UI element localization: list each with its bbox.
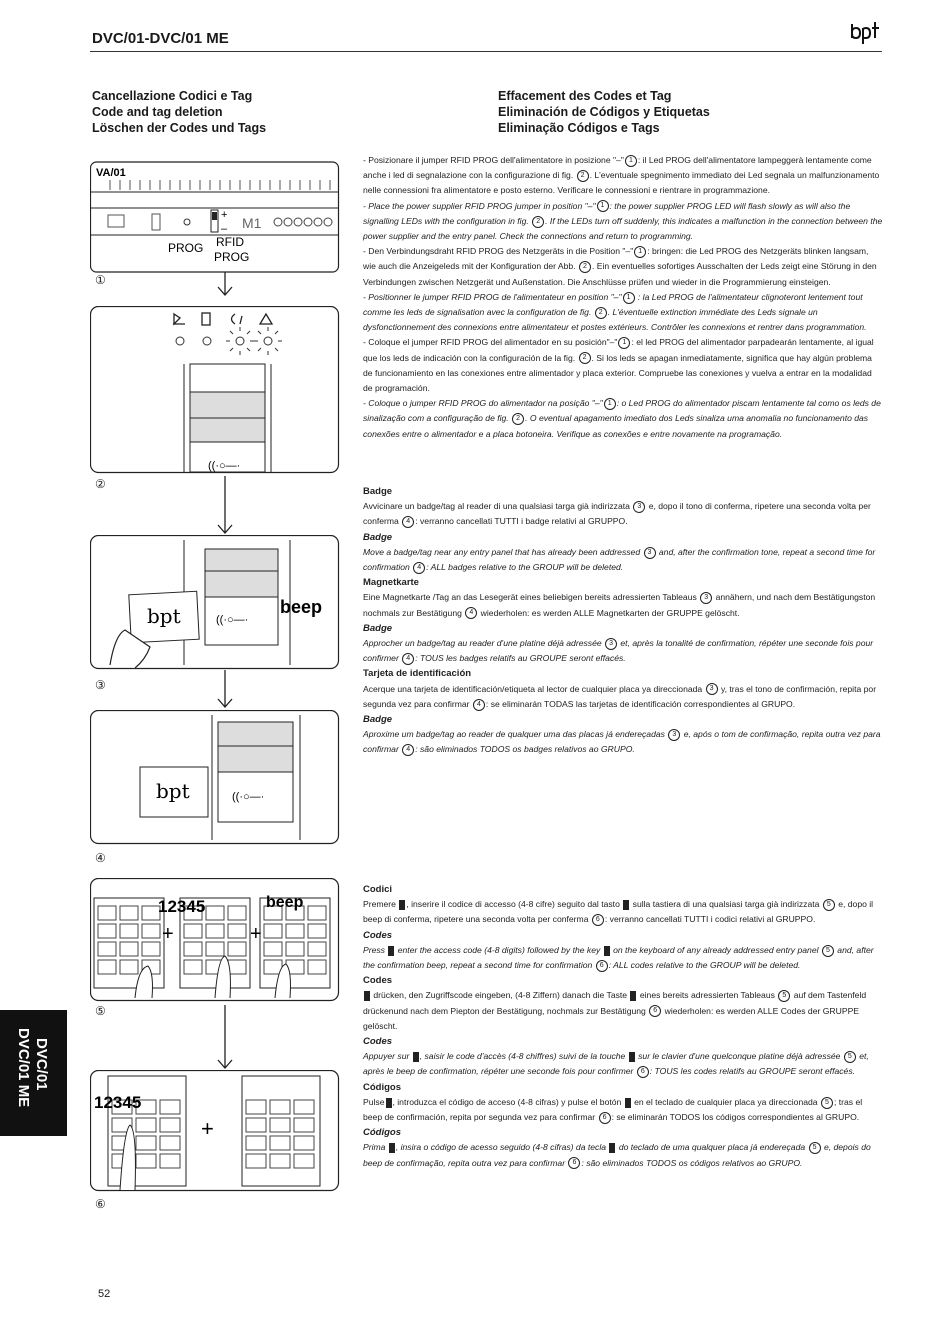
badge-heading-en: Badge <box>363 531 393 543</box>
figure-3 <box>90 535 340 670</box>
badge-fr: Approcher un badge/tag au reader d'une platine déjà adressée 3 et, après la tonalité de confirmation, répéter une seconde fois pour confirmer 4 : TOUS les badges relatifs au GROUPE seront effacés. <box>363 638 874 664</box>
terminal-label: M1 <box>242 215 262 231</box>
figure-2-number: ② <box>95 477 106 491</box>
arrow-down-icon <box>215 272 235 298</box>
access-code-label: 12345 <box>94 1093 142 1112</box>
figure-4 <box>90 710 340 845</box>
titles-left <box>92 88 266 136</box>
plus-sign: + <box>201 1116 214 1141</box>
badge-it: Avvicinare un badge/tag al reader di una qualsiasi targa già indirizzata 3 e, dopo il tono di conferma, ripetere una seconda volta per conferma 4 : verranno cancellati TUTTI i badge relativi al GRUPPO. <box>363 501 871 527</box>
arrow-down-icon <box>215 476 235 536</box>
key-icon <box>623 900 629 910</box>
figure-2 <box>90 306 340 474</box>
key-icon <box>386 1098 392 1108</box>
codes-heading-pt: Códigos <box>363 1127 401 1139</box>
beep-label: beep <box>266 894 304 911</box>
prog-es: - Coloque el jumper RFID PROG del alimentador en su posición"–" 1 : el led PROG del alimentador parpadearán lentamente, al igual que los leds de indicación con la configuración de la fig. 2 . Si los leds se apagan inmediatamente, significa que hay algún problema de funcionamiento en las conexiones entre alimentador y placa exterior. Compruebe las conexiones y vuelva a entrar en la modalidad de programación. <box>363 337 874 394</box>
key-icon <box>629 1052 635 1062</box>
badge-heading-pt: Badge <box>363 714 393 726</box>
badge-en: Move a badge/tag near any entry panel that has already been addressed 3 and, after the confirmation tone, repeat a second time for confirmation 4 : ALL badges relative to the GROUP will be deleted. <box>363 546 876 573</box>
key-icon <box>604 946 610 956</box>
badge-heading-fr: Badge <box>363 622 393 634</box>
badge-heading-it: Badge <box>363 486 393 497</box>
codes-heading-it: Codici <box>363 884 393 895</box>
svg-text:((·○—·: ((·○—· <box>232 791 265 803</box>
codes-heading-fr: Codes <box>363 1036 393 1048</box>
arrow-down-icon <box>215 1005 235 1071</box>
figure-6-number: ⑥ <box>95 1197 106 1211</box>
badge-pt: Aproxime um badge/tag ao reader de qualquer uma das placas já endereçadas 3 e, após o tom de confirmação, repita outra vez para confirmar 4 : são eliminados TODOS os badges relativos ao GRUPO. <box>363 729 881 755</box>
page-number: 52 <box>98 1288 111 1300</box>
prog-label: PROG <box>168 241 204 255</box>
arrow-down-icon <box>215 670 235 710</box>
badge-heading-de: Magnetkarte <box>363 577 419 589</box>
badge-es: Acerque una tarjeta de identificación/etiqueta al lector de cualquier placa ya direccionada 3 y, tras el tono de confirmación, repita por segunda vez para confirmar 4 : se eliminarán TODAS las tarjetas de identificación correspondientes al GRUPO. <box>363 683 877 709</box>
codes-text <box>363 882 883 1171</box>
key-icon <box>364 991 370 1001</box>
access-code-label: 12345 <box>158 897 206 916</box>
key-icon <box>625 1098 631 1108</box>
badge-de: Eine Magnetkarte /Tag an das Lesegerät eines beliebigen bereits adressierten Tableaus 3 annähern, und nach dem Bestätigungston nochmals zur Bestätigung 4 wiederholen: es werden ALLE Magnetkarten der GRUPPE gelöscht. <box>363 592 876 618</box>
codes-es: Pulse , introduzca el código de acceso (4-8 cifras) y pulse el botón en el teclado de cualquier placa ya direccionada 5 ; tras el beep de confirmación, repita por segunda vez para confirmar 6 : se eliminarán TODOS los códigos correspondientes al GRUPO. <box>363 1096 863 1123</box>
codes-heading-es: Códigos <box>363 1081 401 1093</box>
title-it: Cancellazione Codici e Tag <box>92 89 253 103</box>
codes-fr: Appuyer sur , saisir le code d'accès (4-8 chiffres) suivi de la touche sur le clavier d'une quelconque platine déjà adressée 5 et, après le beep de confirmation, répéter une seconde fois pour confirmer 6 : TOUS les codes relatifs au GROUPE seront effacés. <box>363 1051 869 1077</box>
key-icon <box>399 900 405 910</box>
svg-text:–: – <box>221 223 228 235</box>
rfid-label: RFID <box>216 235 244 249</box>
figure-4-number: ④ <box>95 851 106 865</box>
rfid-prog-label: PROG <box>214 250 250 264</box>
beep-label: beep <box>280 597 323 617</box>
svg-text:((·○—·: ((·○—· <box>216 614 249 626</box>
figure-6 <box>90 1070 340 1192</box>
header-rule <box>90 51 882 52</box>
prog-fr: - Positionner le jumper RFID PROG de l'alimentateur en position "–" 1 : la Led PROG de l'alimentateur clignoteront lentement tout comme les leds de signalisation avec la configuration de fig. 2 . L'éventuelle extinction immédiate des Leds signale un dysfonctionnement des connexions entre alimentateur et postes extérieurs. Contrôler les connexions et rentrer dans programmation. <box>363 291 867 333</box>
plus-sign: + <box>250 923 262 945</box>
side-tab-line-1: DVC/01 <box>33 1038 50 1091</box>
prog-pt: - Coloque o jumper RFID PROG do alimentador na posição "–" 1 : o Led PROG do alimentador piscam lentamente tal como os leds de sinalização com a configuração de fig. 2 . O eventual apagamento imediato dos Leds sinaliza uma anomalia no funcionamento das conexões entre o alimentador e a placa botoneira. Verifique as conexões e entre novamente na programação. <box>363 398 881 439</box>
figure-1 <box>90 160 340 275</box>
bpt-logo-icon <box>848 18 884 46</box>
title-de: Löschen der Codes und Tags <box>92 121 267 135</box>
codes-en: Press enter the access code (4-8 digits) followed by the key on the keyboard of any already addressed entry panel 5 and, after the confirmation beep, repeat a second time for confirmation 6 : ALL codes relative to the GROUP will be deleted. <box>363 944 874 971</box>
prog-en: - Place the power supplier RFID PROG jumper in position "–" 1 : the power supplier PROG LED will flash slowly as will also the signalling LEDs with the configuration in fig. 2 . If the LEDs turn off suddenly, this indicates a malfunction in the connection between the power supplier and the entry panel. Check the connections and return to programming. <box>363 200 883 242</box>
device-label: VA/01 <box>96 167 126 179</box>
title-es: Eliminación de Códigos y Etiquetas <box>498 105 710 119</box>
figure-5-number: ⑤ <box>95 1004 106 1018</box>
side-tab-line-2: DVC/01 ME <box>15 1028 32 1108</box>
key-icon <box>389 1143 395 1153</box>
figure-1-number: ① <box>95 273 106 287</box>
prog-de: - Den Verbindungsdraht RFID PROG des Netzgeräts in die Position "–" 1 : bringen: die Led PROG des Netzgeräts blinken langsam, wie auch die Anzeigeleds mit der Konfiguration der Abb. 2 . Ein eventuelles sofortiges Ausschalten der Leds zeigt eine Störung in den Verbindungen zwischen Netzgerät und Außenstation. Die Anschlüsse prüfen und wieder in die Programmierung einsteigen. <box>363 246 877 287</box>
figure-3-number: ③ <box>95 678 106 692</box>
title-pt: Eliminação Códigos e Tags <box>498 121 660 135</box>
codes-pt: Prima , insira o código de acesso seguido (4-8 cifras) da tecla do teclado de uma qualquer placa já endereçada 5 e, depois do beep de confirmação, repita outra vez para confirmar 6 : são eliminados TODOS os códigos relativos ao GRUPO. <box>363 1142 871 1168</box>
badge-card-text: bpt <box>147 604 181 628</box>
codes-it: Premere , inserire il codice di accesso (4-8 cifre) seguito dal tasto sulla tastiera di una qualsiasi targa già indirizzata 5 e, dopo il beep di conferma, ripetere una seconda volta per conferma 6 : verranno cancellati TUTTI i codici relativi al GRUPPO. <box>363 899 874 925</box>
prog-it: - Posizionare il jumper RFID PROG dell'alimentatore in posizione "–" 1 : il Led PROG dell'alimentatore lampeggerà lentamente come anche i led di segnalazione con la configurazione di fig. 2 . L'eventuale spegnimento immediato dei Led segnala un malfunzionamento nelle connessioni fra alimentatore e posto esterno. Verificare le connessioni e rientrare in programmazione. <box>363 155 880 196</box>
svg-text:((·○—·: ((·○—· <box>208 460 241 472</box>
key-icon <box>609 1143 615 1153</box>
badge-heading-es: Tarjeta de identificación <box>363 668 472 680</box>
programming-text <box>363 153 883 442</box>
title-en: Code and tag deletion <box>92 105 223 119</box>
titles-right <box>498 88 710 136</box>
svg-text:+: + <box>221 209 228 221</box>
codes-heading-de: Codes <box>363 975 393 987</box>
badge-card-text: bpt <box>156 779 190 803</box>
side-tab <box>0 1010 67 1136</box>
title-fr: Effacement des Codes et Tag <box>498 89 672 103</box>
page-header-title: DVC/01-DVC/01 ME <box>92 30 229 47</box>
key-icon <box>630 991 636 1001</box>
figure-5 <box>90 878 340 1003</box>
plus-sign: + <box>162 923 174 945</box>
key-icon <box>413 1052 419 1062</box>
codes-de: drücken, den Zugriffscode eingeben, (4-8 Ziffern) danach die Taste eines bereits adressierten Tableaus 5 auf dem Tastenfeld drückenund nach dem Piepton der Bestätigung, nochmals zur Bestätigung 6 wiederholen: es werden ALLE Codes der GRUPPE gelöscht. <box>363 990 867 1031</box>
key-icon <box>388 946 394 956</box>
codes-heading-en: Codes <box>363 929 393 941</box>
badge-text <box>363 484 883 758</box>
